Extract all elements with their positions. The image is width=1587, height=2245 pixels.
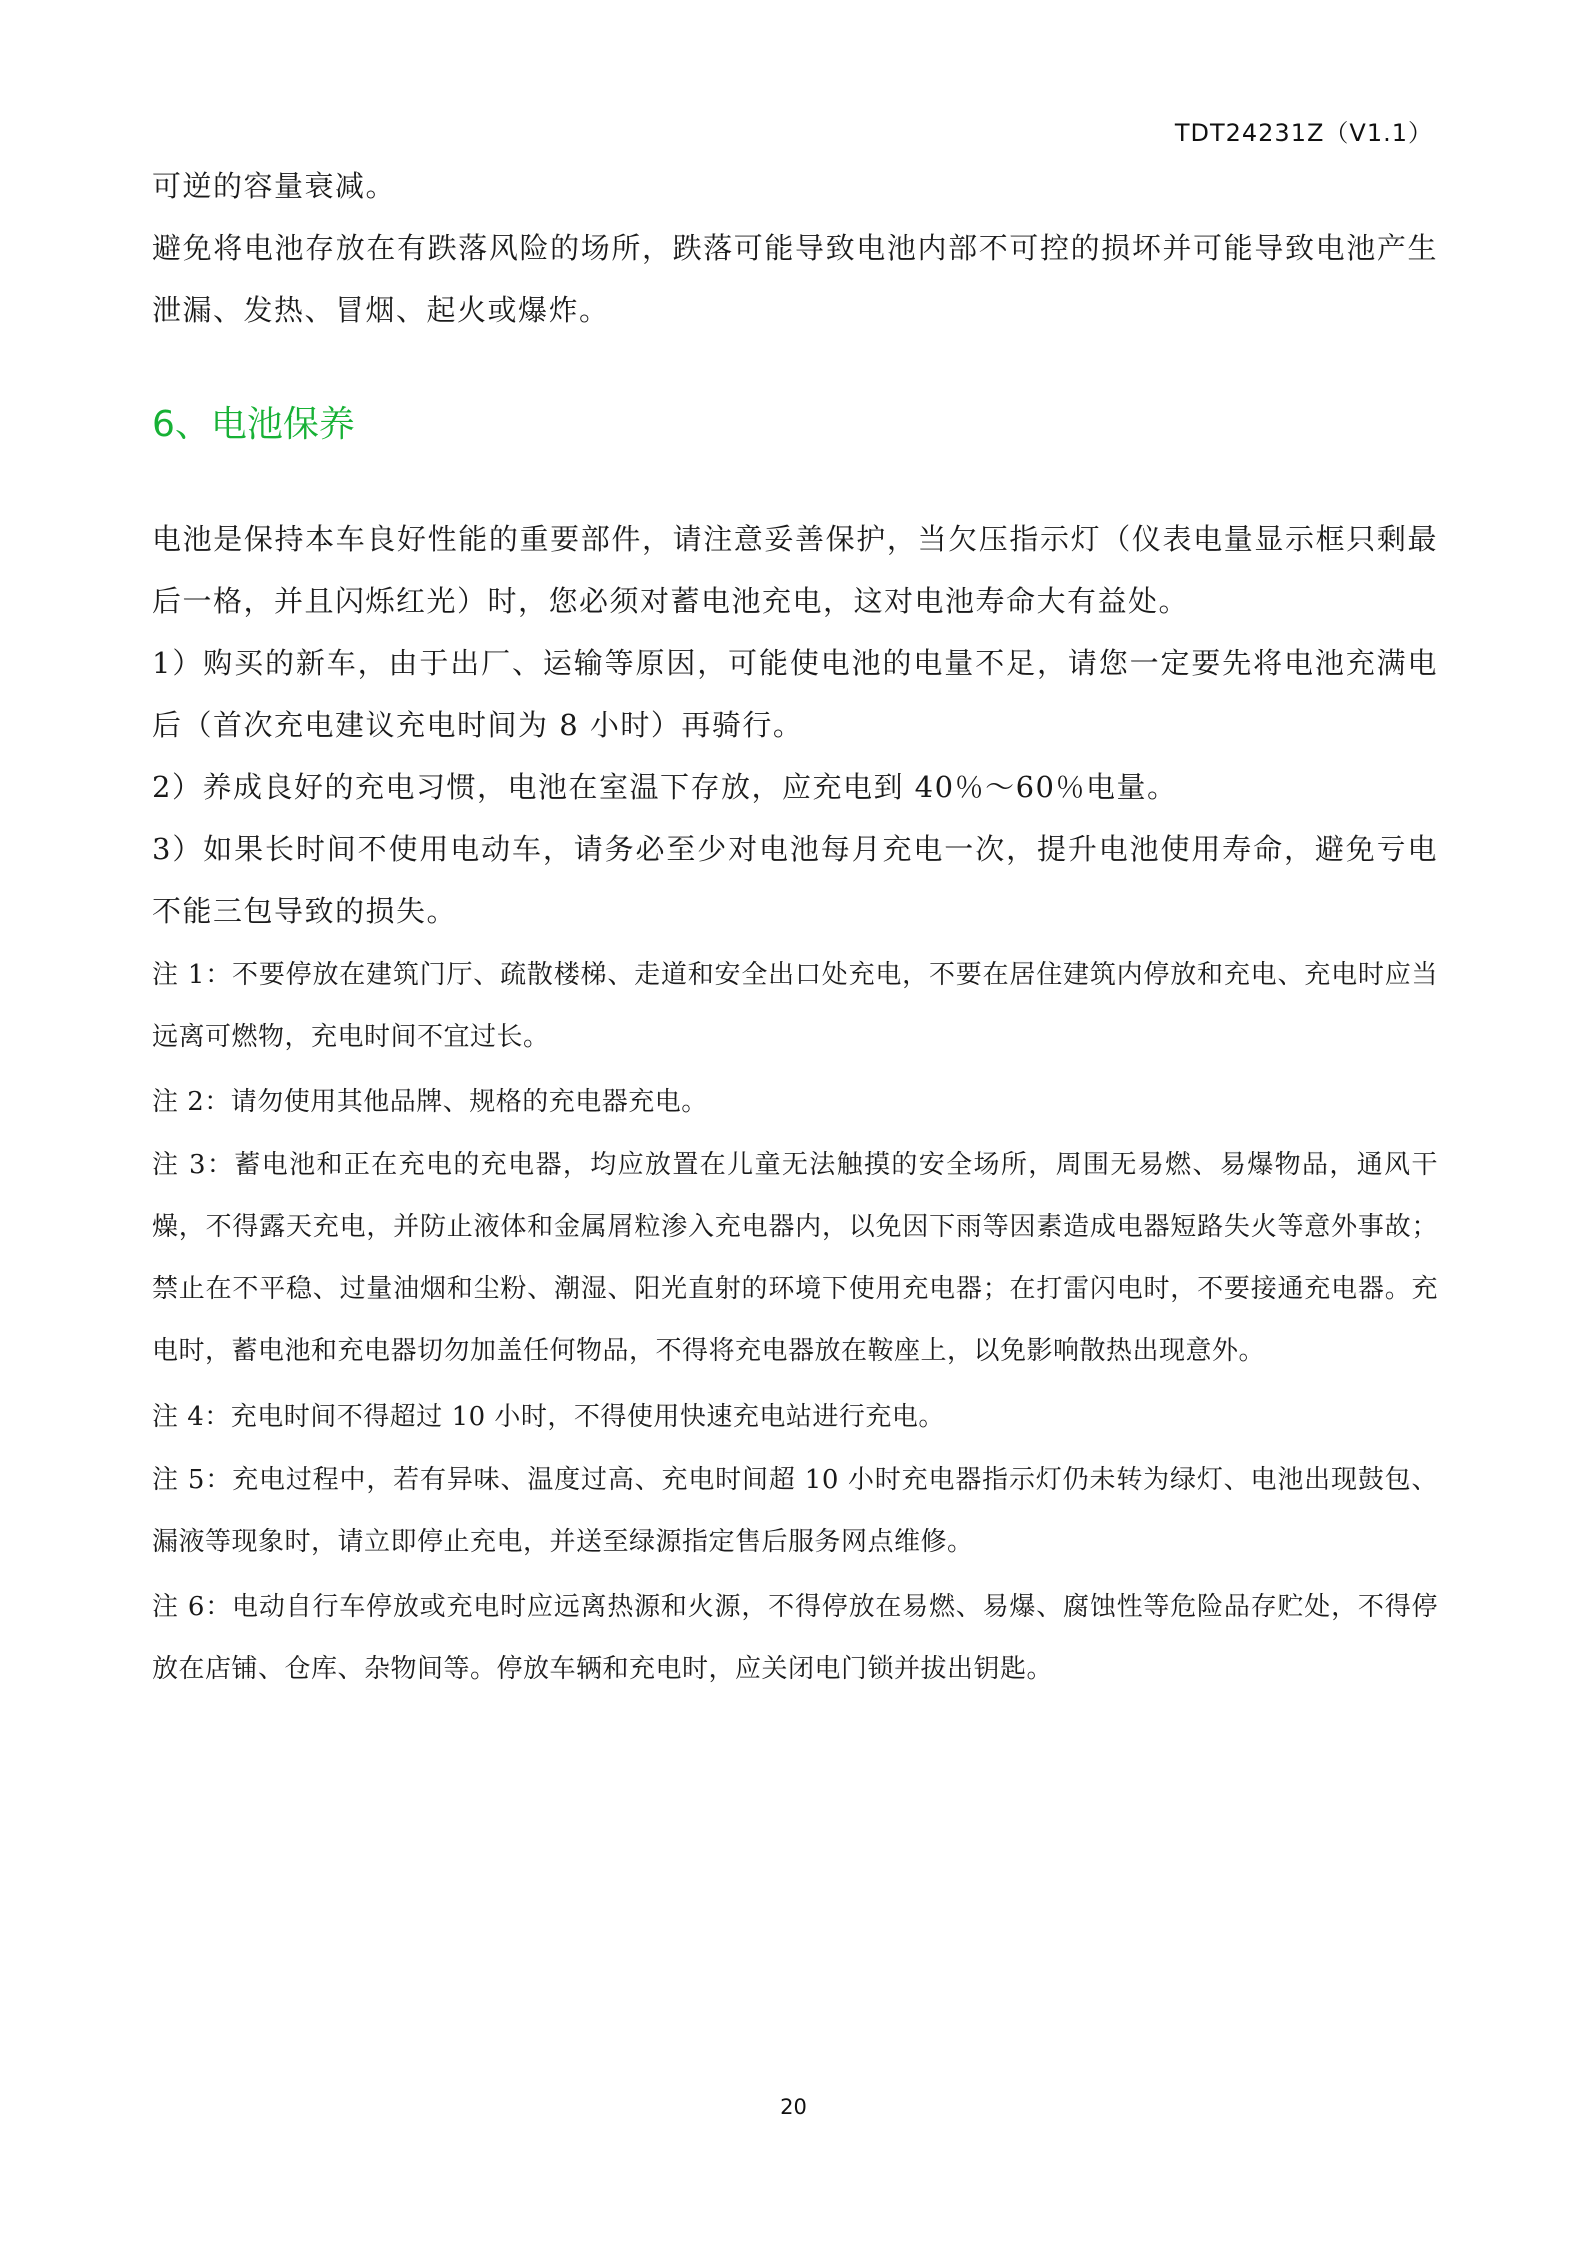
intro-paragraph-2: 避免将电池存放在有跌落风险的场所，跌落可能导致电池内部不可控的损坏并可能导致电池产生泄漏、发热、冒烟、起火或爆炸。 bbox=[152, 231, 1438, 327]
intro-paragraph-1: 可逆的容量衰减。 bbox=[152, 169, 397, 203]
document-code: TDT24231Z（V1.1） bbox=[1174, 119, 1433, 147]
section-paragraph-item-3: 3）如果长时间不使用电动车，请务必至少对电池每月充电一次，提升电池使用寿命，避免亏电不能三包导致的损失。 bbox=[152, 832, 1438, 928]
note-1: 注 1：不要停放在建筑门厅、疏散楼梯、走道和安全出口处充电，不要在居住建筑内停放和充电、充电时应当远离可燃物，充电时间不宜过长。 bbox=[152, 960, 1438, 1052]
section-paragraph-intro: 电池是保持本车良好性能的重要部件，请注意妥善保护，当欠压指示灯（仪表电量显示框只剩最后一格，并且闪烁红光）时，您必须对蓄电池充电，这对电池寿命大有益处。 bbox=[152, 522, 1438, 618]
section-paragraph-item-2: 2）养成良好的充电习惯，电池在室温下存放，应充电到 40％～60％电量。 bbox=[152, 770, 1178, 804]
section-paragraph-item-1: 1）购买的新车，由于出厂、运输等原因，可能使电池的电量不足，请您一定要先将电池充满电后（首次充电建议充电时间为 8 小时）再骑行。 bbox=[152, 646, 1438, 742]
note-6: 注 6：电动自行车停放或充电时应远离热源和火源，不得停放在易燃、易爆、腐蚀性等危险品存贮处，不得停放在店铺、仓库、杂物间等。停放车辆和充电时，应关闭电门锁并拔出钥匙。 bbox=[152, 1592, 1438, 1684]
note-5: 注 5：充电过程中，若有异味、温度过高、充电时间超 10 小时充电器指示灯仍未转为绿灯、电池出现鼓包、漏液等现象时，请立即停止充电，并送至绿源指定售后服务网点维修。 bbox=[152, 1465, 1438, 1557]
note-4: 注 4：充电时间不得超过 10 小时，不得使用快速充电站进行充电。 bbox=[152, 1402, 945, 1432]
note-3: 注 3：蓄电池和正在充电的充电器，均应放置在儿童无法触摸的安全场所，周围无易燃、易爆物品，通风干燥，不得露天充电，并防止液体和金属屑粒渗入充电器内，以免因下雨等因素造成电器短路失火等意外事故；禁止在不平稳、过量油烟和尘粉、潮湿、阳光直射的环境下使用充电器；在打雷闪电时，不要接通充电器。充电时，蓄电池和充电器切勿加盖任何物品，不得将充电器放在鞍座上，以免影响散热出现意外。 bbox=[152, 1150, 1438, 1366]
section-title: 6、电池保养 bbox=[152, 404, 355, 445]
note-2: 注 2：请勿使用其他品牌、规格的充电器充电。 bbox=[152, 1087, 708, 1117]
page-number: 20 bbox=[780, 2095, 807, 2119]
